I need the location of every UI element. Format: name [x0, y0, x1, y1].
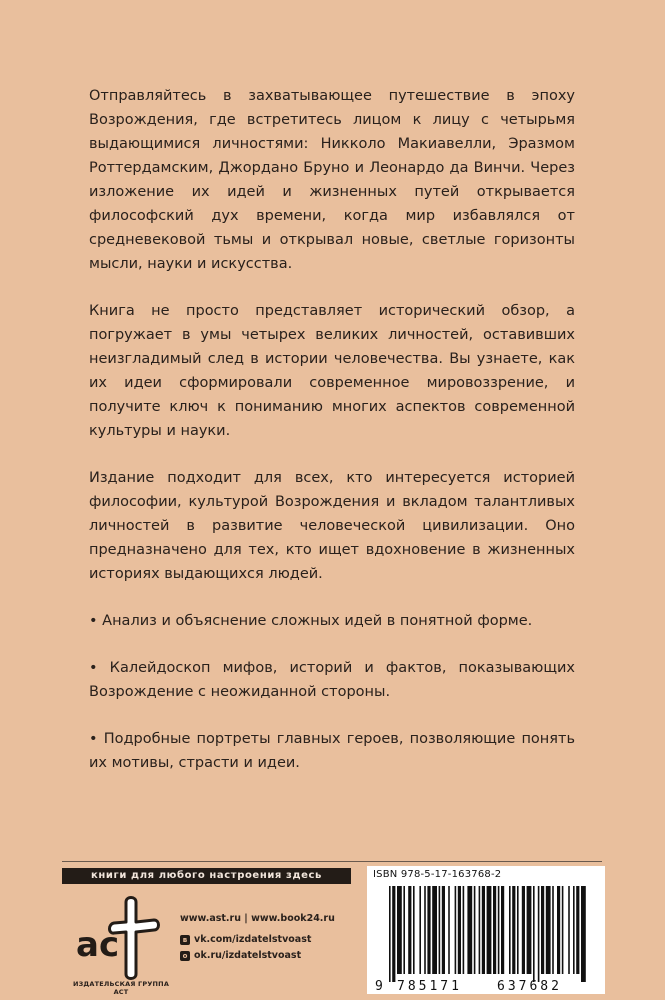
- barcode-bar: [546, 886, 551, 974]
- barcode-bar: [482, 886, 485, 974]
- ok-row: [180, 949, 335, 963]
- barcode-bar: [448, 886, 450, 974]
- barcode-bar: [576, 886, 579, 974]
- barcode-bar: [432, 886, 437, 974]
- barcode-bar: [517, 886, 519, 974]
- websites-row: [180, 912, 335, 926]
- barcode-bar: [501, 886, 504, 974]
- logo-lettering: ac: [76, 925, 120, 965]
- barcode-bar: [419, 886, 421, 974]
- barcode-bar: [527, 886, 532, 974]
- barcode-bar: [562, 886, 564, 974]
- barcode-bar: [463, 886, 465, 974]
- isbn-label: ISBN 978-5-17-163768-2: [373, 869, 502, 880]
- barcode-bar: [479, 886, 481, 974]
- barcode-bar: [455, 886, 457, 974]
- annotation-text: [89, 84, 575, 798]
- barcode-bar: [413, 886, 415, 974]
- barcode-bar: [541, 886, 544, 974]
- vk-icon: в: [180, 935, 190, 945]
- barcode-bar: [557, 886, 560, 974]
- barcode-bar: [467, 886, 472, 974]
- barcode-bar: [424, 886, 426, 974]
- barcode-bar: [474, 886, 476, 974]
- publisher-links: [180, 912, 335, 965]
- barcode-bar: [522, 886, 525, 974]
- barcode-bar: [458, 886, 461, 974]
- websites-link[interactable]: www.ast.ru | www.book24.ru: [180, 913, 335, 924]
- ok-icon: о: [180, 951, 190, 961]
- barcode-bar: [498, 886, 500, 974]
- barcode-bar: [493, 886, 496, 974]
- barcode-first-digit: 9: [375, 979, 383, 992]
- barcode-bar: [392, 886, 395, 982]
- bullet-item: • Подробные портреты главных героев, позволяющие понять их мотивы, страсти и идеи.: [89, 731, 575, 771]
- barcode-bar: [389, 886, 391, 982]
- barcode-bar: [509, 886, 511, 974]
- barcode-bar: [397, 886, 402, 974]
- barcode-bar: [487, 886, 492, 974]
- barcode-bar: [581, 886, 586, 982]
- barcode-bar: [427, 886, 430, 974]
- barcode-group-1: 785171: [397, 979, 462, 992]
- bullet-item: • Анализ и объяснение сложных идей в понятной форме.: [89, 613, 533, 629]
- paragraph: Издание подходит для всех, кто интересуется историей философии, культурой Возрождения и вкладом талантливых личностей в развитие человеческой цивилизации. Оно предназначено для тех, кто ищет вдохновение в жизненных историях выдающихся людей.: [89, 470, 575, 582]
- barcode-bar: [573, 886, 575, 974]
- barcode-bar: [552, 886, 554, 974]
- isbn-barcode-box: [367, 866, 605, 994]
- ok-link[interactable]: ok.ru/izdatelstvoast: [194, 950, 302, 961]
- barcode-bar: [568, 886, 570, 974]
- slogan-bar: книги для любого настроения здесь: [62, 868, 351, 884]
- paragraph: Книга не просто представляет исторический обзор, а погружает в умы четырех великих личностей, оставивших неизгладимый след в истории человечества. Вы узнаете, как их идеи сформировали современное мировоззрение, и получите ключ к пониманию многих аспектов современной культуры и науки.: [89, 303, 575, 439]
- barcode-bar: [408, 886, 411, 974]
- vk-row: [180, 933, 335, 947]
- barcode-bar: [533, 886, 535, 982]
- paragraph: Отправляйтесь в захватывающее путешествие в эпоху Возрождения, где встретитесь лицом к лицу с четырьмя выдающимися личностями: Никколо Макиавелли, Эразмом Роттердамским, Джордано Бруно и Леонардо да Винчи. Через изложение их идей и жизненных путей открывается философский дух времени, когда мир избавлялся от средневековой тьмы и открывал новые, светлые горизонты мысли, науки и искусства.: [89, 88, 575, 272]
- barcode-bar: [442, 886, 445, 974]
- barcode: [373, 886, 599, 992]
- barcode-group-2: 637682: [497, 979, 562, 992]
- publisher-name: ИЗДАТЕЛЬСКАЯ ГРУППА АСТ: [72, 980, 170, 996]
- barcode-bar: [403, 886, 405, 974]
- barcode-bars: [389, 886, 586, 982]
- barcode-bar: [538, 886, 540, 982]
- barcode-bar: [439, 886, 441, 974]
- footer-divider: [62, 861, 602, 862]
- bullet-item: • Калейдоскоп мифов, историй и фактов, показывающих Возрождение с неожиданной стороны.: [89, 660, 575, 700]
- vk-link[interactable]: vk.com/izdatelstvoast: [194, 934, 312, 945]
- barcode-bar: [512, 886, 515, 974]
- ast-logo: [68, 892, 168, 982]
